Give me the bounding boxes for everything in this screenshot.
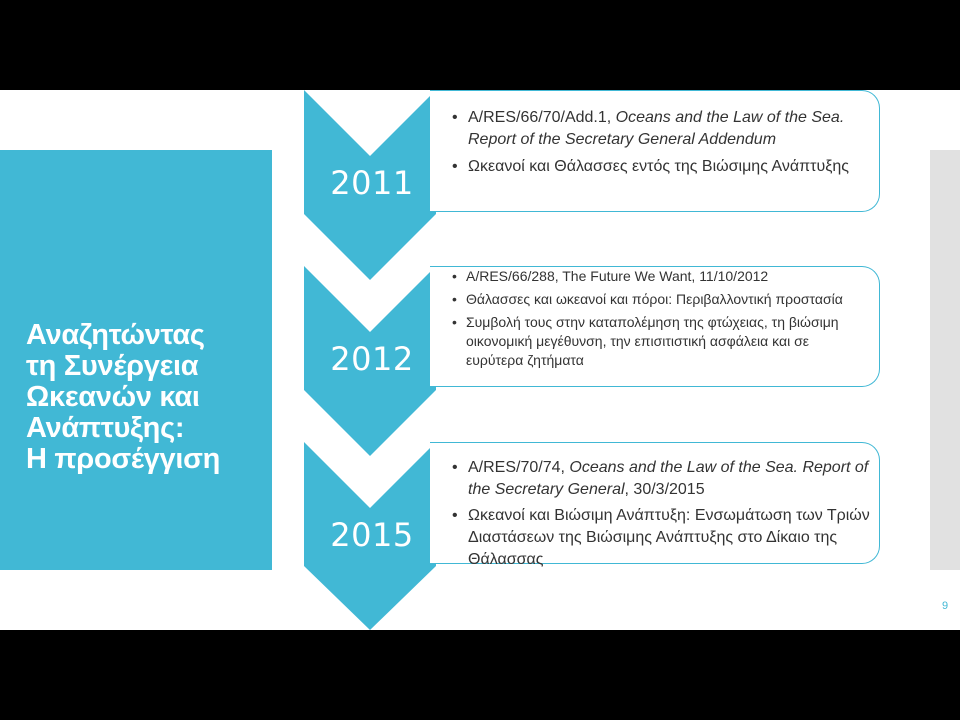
slide <box>0 90 960 630</box>
bullet-item <box>452 505 873 571</box>
timeline-box-2011 <box>430 90 880 212</box>
bullet-text: Ωκεανοί και Θάλασσες εντός της Βιώσιμης Ανάπτυξης <box>468 158 849 175</box>
bullet-item <box>452 107 865 151</box>
bullet-text: Ωκεανοί και Βιώσιμη Ανάπτυξη: Ενσωμάτωση των Τριών Διαστάσεων της Βιώσιμης Ανάπτυξης στο Δίκαιο της Θάλασσας <box>468 507 870 568</box>
bullet-text: A/RES/70/74, <box>468 459 570 476</box>
timeline-box-2015 <box>430 442 880 568</box>
bullet-item <box>452 267 865 286</box>
title-line: τη Συνέργεια <box>26 350 199 382</box>
year-label-2011: 2011 <box>330 164 414 202</box>
year-label-2015: 2015 <box>330 516 414 554</box>
title-line: Ανάπτυξης: <box>26 412 185 444</box>
bullet-text: A/RES/66/70/Add.1, <box>468 109 616 126</box>
bullet-icon: • <box>452 314 457 330</box>
bullet-text: Συμβολή τους στην καταπολέμηση της φτώχειας, τη βιώσιμη οικονομική μεγέθυνση, την επισιτιστική ασφάλεια και σε ευρύτερα ζητήματα <box>466 314 839 368</box>
bullet-icon: • <box>452 507 458 524</box>
page-number: 9 <box>941 600 949 612</box>
bullet-icon: • <box>452 459 458 476</box>
title-line: Ωκεανών και <box>26 381 200 413</box>
bullet-item <box>452 290 865 309</box>
bullet-item <box>452 156 865 178</box>
year-label-2012: 2012 <box>330 340 414 378</box>
bullet-text: , 30/3/2015 <box>624 481 705 498</box>
title-line: Η προσέγγιση <box>26 443 221 475</box>
bullet-text: A/RES/66/288, The Future We Want, 11/10/2012 <box>466 268 769 284</box>
bullet-text: Θάλασσες και ωκεανοί και πόροι: Περιβαλλοντική προστασία <box>466 291 843 307</box>
bullet-item <box>452 313 865 370</box>
bullet-text-italic: Oceans and the Law of the Sea. Report of the Secretary General Addendum <box>468 109 845 148</box>
timeline-box-2012 <box>430 266 880 387</box>
bullet-icon: • <box>452 291 457 307</box>
bullet-icon: • <box>452 109 458 126</box>
bullet-item <box>452 457 873 501</box>
bullet-text-italic: Oceans and the Law of the Sea. Report of the Secretary General <box>468 459 869 498</box>
title-line: Αναζητώντας <box>26 319 205 351</box>
bullet-icon: • <box>452 158 458 175</box>
bullet-icon: • <box>452 268 457 284</box>
